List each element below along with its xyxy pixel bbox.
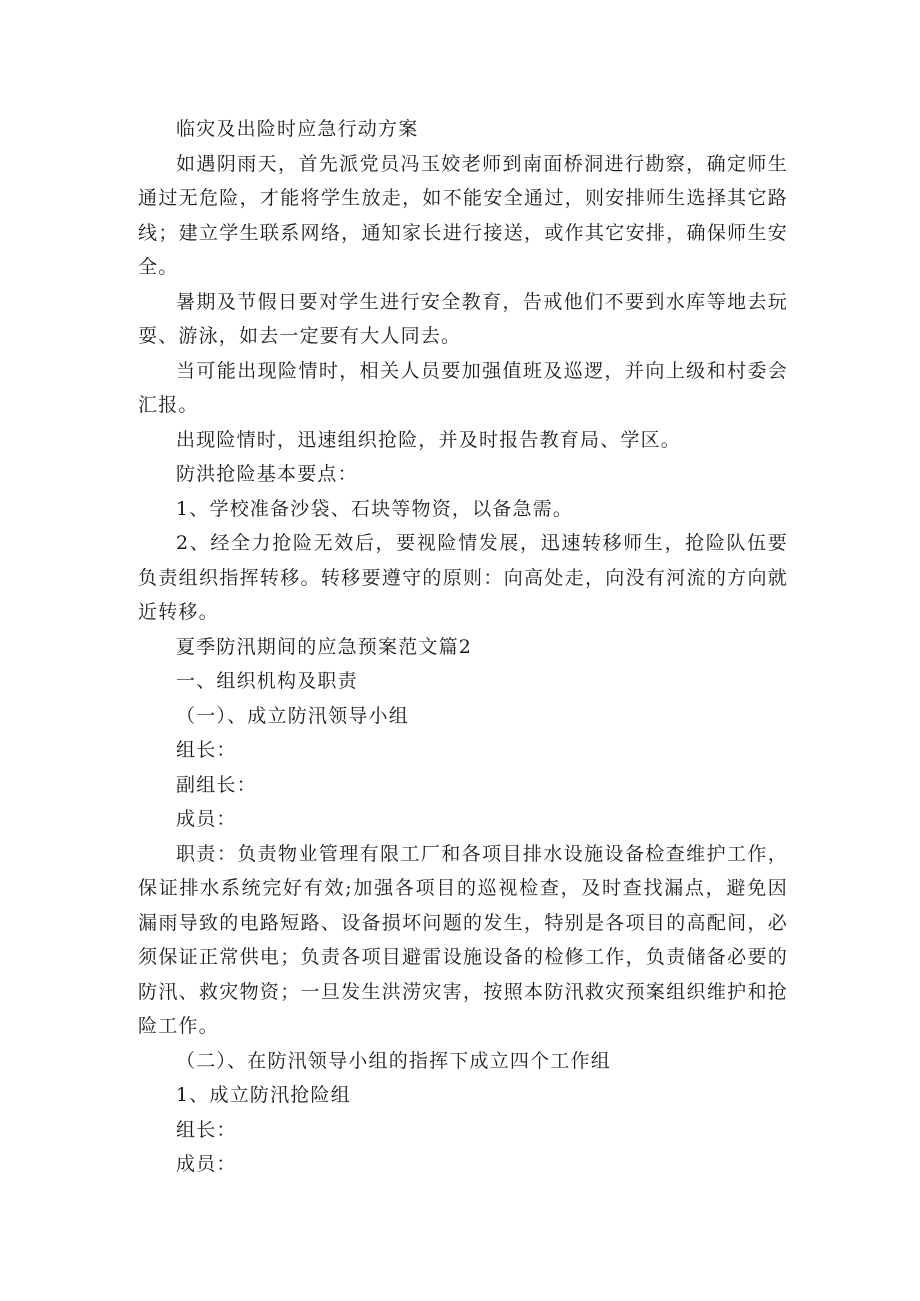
field-group-leader: 组长： [176, 739, 237, 761]
field-rescue-members: 成员： [176, 1153, 237, 1175]
field-deputy-leader: 副组长： [176, 773, 257, 796]
paragraph-rescue-report: 出现险情时，迅速组织抢险，并及时报告教育局、学区。 [176, 428, 682, 451]
paragraph-rainy-day: 如遇阴雨天，首先派党员冯玉姣老师到南面桥洞进行勘察，确定师生通过无危险，才能将学生放走，如不能安全通过，则安排师生选择其它路线；建立学生联系网络，通知家长进行接送，或作其它安排，确保师生安全。 [138, 152, 788, 278]
heading-key-points: 防洪抢险基本要点： [176, 463, 358, 485]
section-heading-emergency-plan: 临灾及出险时应急行动方案 [176, 118, 419, 140]
list-item-rescue-group: 1、成立防汛抢险组 [176, 1084, 351, 1106]
paragraph-responsibilities: 职责：负责物业管理有限工厂和各项目排水设施设备检查维护工作，保证排水系统完好有效;加强各项目的巡视检查，及时查找漏点，避免因漏雨导致的电路短路、设备损坏问题的发生，特别是各项目的高配间，必须保证正常供电；负责各项目避雷设施设备的检修工作，负责储备必要的防汛、救灾物资；一旦发生洪涝灾害，按照本防汛救灾预案组织维护和抢险工作。 [138, 842, 788, 1037]
subheading-leadership-group: （一）、成立防汛领导小组 [176, 704, 409, 727]
field-members: 成员： [176, 808, 237, 830]
paragraph-holiday-safety: 暑期及节假日要对学生进行安全教育，告戒他们不要到水库等地去玩耍、游泳，如去一定要有大人同去。 [138, 290, 788, 347]
paragraph-duty-patrol: 当可能出现险情时，相关人员要加强值班及巡逻，并向上级和村委会汇报。 [138, 359, 788, 416]
article-title: 夏季防汛期间的应急预案范文篇2 [176, 635, 473, 658]
document-body [138, 112, 788, 1182]
section-heading-organization: 一、组织机构及职责 [176, 670, 358, 692]
list-item-1: 1、学校准备沙袋、石块等物资，以备急需。 [176, 497, 574, 520]
subheading-working-groups: （二）、在防汛领导小组的指挥下成立四个工作组 [176, 1049, 611, 1072]
list-item-2: 2、经全力抢险无效后，要视险情发展，迅速转移师生，抢险队伍要负责组织指挥转移。转移要遵守的原则：向高处走，向没有河流的方向就近转移。 [138, 532, 788, 623]
field-rescue-leader: 组长： [176, 1118, 237, 1141]
